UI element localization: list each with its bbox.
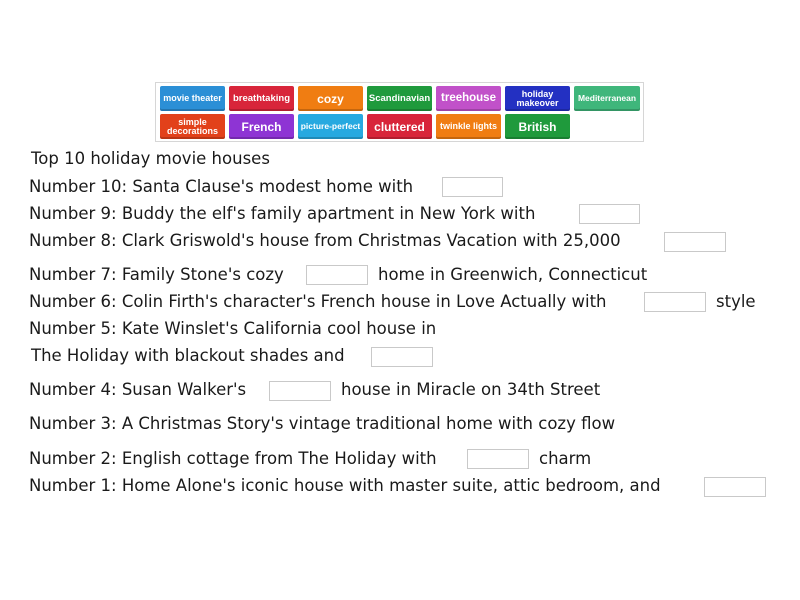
word-chip-picture-perfect[interactable]: picture-perfect [298, 114, 363, 139]
answer-blank-8[interactable] [664, 232, 726, 252]
word-chip-scandinavian[interactable]: Scandinavian [367, 86, 432, 111]
answer-blank-4[interactable] [269, 381, 331, 401]
item-text: Number 2: English cottage from The Holiday with [29, 449, 437, 468]
word-chip-holiday-makeover[interactable]: holiday makeover [505, 86, 570, 111]
page-title: Top 10 holiday movie houses [31, 149, 270, 168]
word-chip-breathtaking[interactable]: breathtaking [229, 86, 294, 111]
word-chip-twinkle-lights[interactable]: twinkle lights [436, 114, 501, 139]
word-chip-movie-theater[interactable]: movie theater [160, 86, 225, 111]
answer-blank-6[interactable] [644, 292, 706, 312]
word-chip-simple-decorations[interactable]: simple decorations [160, 114, 225, 139]
answer-blank-9[interactable] [579, 204, 640, 224]
item-text-after: home in Greenwich, Connecticut [378, 265, 648, 284]
item-text: The Holiday with blackout shades and [31, 346, 345, 365]
item-text: Number 4: Susan Walker's [29, 380, 247, 399]
answer-blank-5[interactable] [371, 347, 433, 367]
word-chip-british[interactable]: British [505, 114, 570, 139]
item-text: Number 5: Kate Winslet's California cool house in [29, 319, 437, 338]
item-text-after: charm [539, 449, 592, 468]
word-chip-french[interactable]: French [229, 114, 294, 139]
item-text: Number 7: Family Stone's cozy [29, 265, 284, 284]
word-chip-mediterranean[interactable]: Mediterranean [574, 86, 640, 111]
answer-blank-2[interactable] [467, 449, 529, 469]
answer-blank-1[interactable] [704, 477, 766, 497]
word-chip-cozy[interactable]: cozy [298, 86, 363, 111]
item-text: Number 6: Colin Firth's character's French house in Love Actually with [29, 292, 607, 311]
answer-blank-10[interactable] [442, 177, 503, 197]
word-chip-cluttered[interactable]: cluttered [367, 114, 432, 139]
word-bank [155, 82, 644, 142]
answer-blank-7[interactable] [306, 265, 368, 285]
item-text: Number 3: A Christmas Story's vintage traditional home with cozy flow [29, 414, 616, 433]
item-text: Number 10: Santa Clause's modest home with [29, 177, 414, 196]
item-text: Number 9: Buddy the elf's family apartment in New York with [29, 204, 536, 223]
item-text-after: house in Miracle on 34th Street [341, 380, 601, 399]
item-text: Number 1: Home Alone's iconic house with master suite, attic bedroom, and [29, 476, 661, 495]
item-text-after: style [716, 292, 756, 311]
item-text: Number 8: Clark Griswold's house from Christmas Vacation with 25,000 [29, 231, 621, 250]
word-chip-treehouse[interactable]: treehouse [436, 86, 501, 111]
